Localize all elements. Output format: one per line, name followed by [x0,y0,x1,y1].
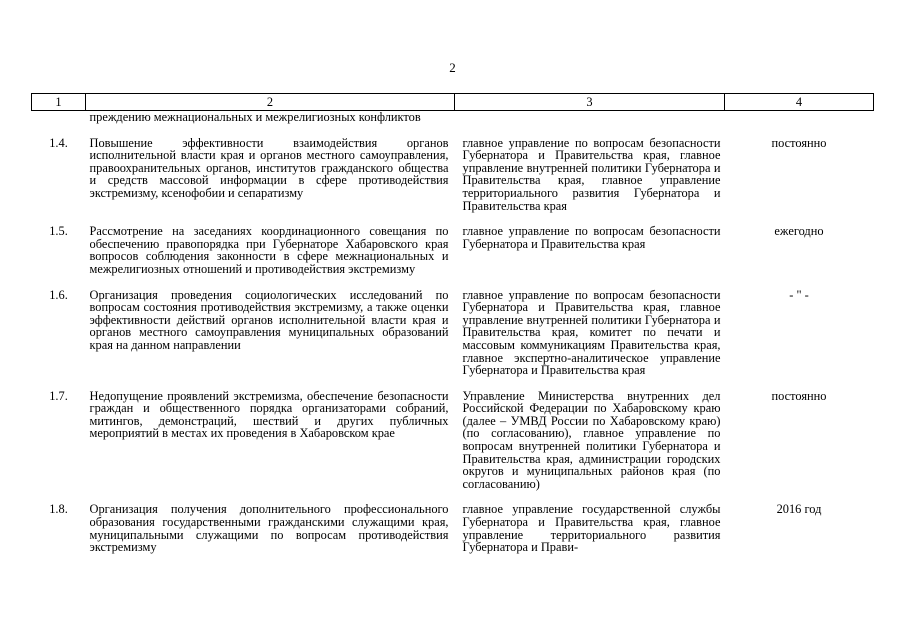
responsible-text: Управление Министерства внутренних дел Российской Федерации по Хабаровскому краю (далее – УМВД России по Хабаровскому краю) (по согласованию), главное управление по вопросам внутренней политики Губернатора и Правительства края, администрации городских округов и муниципальных районов края (по согласованию) [462,388,721,491]
measures-table [31,93,874,554]
table-row [32,212,874,275]
responsible-text: главное управление по вопросам безопасности Губернатора и Правительства края [462,224,721,251]
row-number: 1.6. [49,287,68,302]
table-row [32,377,874,491]
measure-text: Рассмотрение на заседаниях координационного совещания по обеспечению правопорядка при Губернаторе Хабаровского края вопросов соблюдения законности в сфере межнациональных и межрелигиозных отношений и противодействия экстремизму [89,224,449,276]
term-text: постоянно [771,388,827,403]
row-number: 1.8. [49,502,68,517]
term-text [725,111,874,124]
header-col-1: 1 [32,94,86,111]
measure-text: Организация проведения социологических исследований по вопросам состояния противодействия экстремизму, а также оценки эффективности действий органов исполнительной власти края и органов местного самоуправления муниципальных образований края на данном направлении [89,287,449,352]
header-col-2: 2 [86,94,455,111]
measure-text: преждению межнациональных и межрелигиозных конфликтов [89,110,421,124]
table-row [32,276,874,377]
term-text: постоянно [771,135,827,150]
row-number: 1.5. [49,224,68,239]
measure-text: Повышение эффективности взаимодействия органов исполнительной власти края и органов местного самоуправления, правоохранительных органов, институтов гражданского общества и средств массовой информации в сфере противодействия экстремизму, ксенофобии и сепаратизму [89,135,449,200]
row-number: 1.4. [49,135,68,150]
responsible-text: главное управление по вопросам безопасности Губернатора и Правительства края, главное управление внутренней политики Губернатора и Правительства края, комитет по печати и массовым коммуникациям Правительства края, главное экспертно-аналитическое управление Губернатора и Правительства края [462,287,721,378]
measure-text: Организация получения дополнительного профессионального образования государственными гражданскими служащими края, муниципальными служащими по вопросам противодействия экстремизму [89,502,449,555]
table-row-continuation [32,111,874,124]
responsible-text [455,111,725,124]
measure-text: Недопущение проявлений экстремизма, обеспечение безопасности граждан и общественного порядка организаторами собраний, митингов, демонстраций, шествий и других публичных мероприятий в местах их проведения в Хабаровском крае [89,388,449,441]
table-header-row [32,94,874,111]
header-col-3: 3 [455,94,725,111]
table-row [32,124,874,213]
responsible-text: главное управление государственной службы Губернатора и Правительства края, главное управление территориального развития Губернатора и Прави- [462,502,721,555]
row-number: 1.7. [49,388,68,403]
responsible-text: главное управление по вопросам безопасности Губернатора и Правительства края, главное управление внутренней политики Губернатора и Правительства края, главное управление территориального развития Губернатора и Правительства края [462,135,721,213]
term-text: - " - [789,287,809,302]
table-row [32,490,874,553]
header-col-4: 4 [725,94,874,111]
term-text: ежегодно [774,224,824,239]
term-text: 2016 год [776,502,822,517]
row-number [32,111,86,124]
page-number: 2 [449,60,456,75]
